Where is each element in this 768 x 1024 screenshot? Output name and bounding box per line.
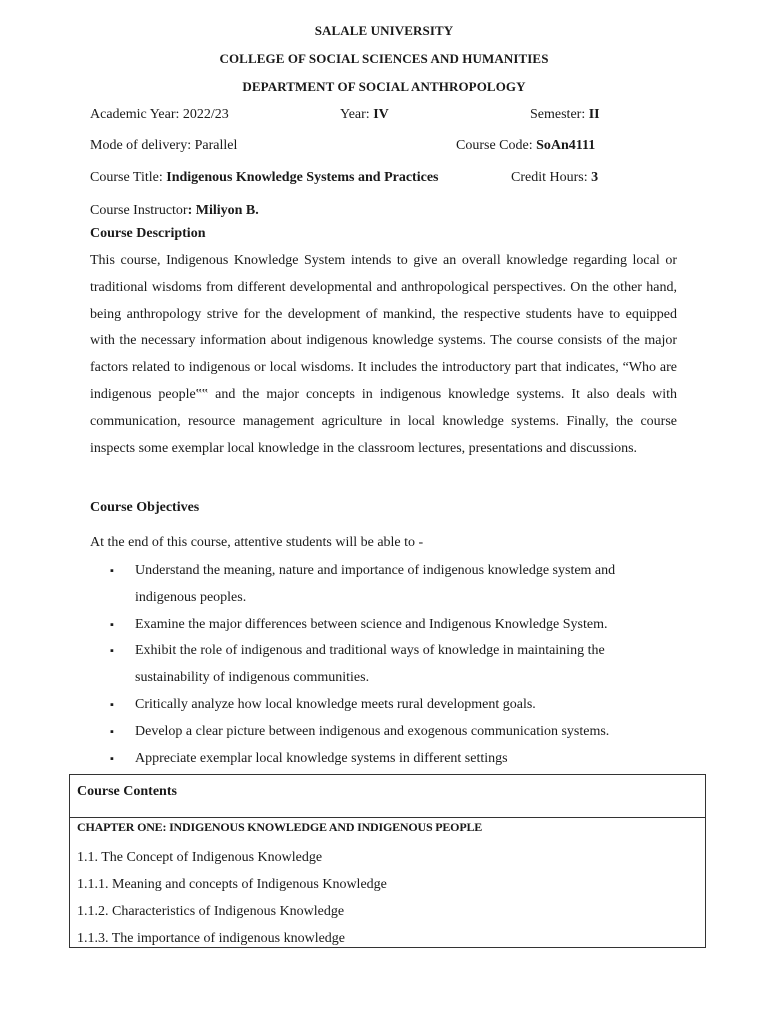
objective-text: Exhibit the role of indigenous and traditional ways of knowledge in maintaining the sustainability of indigenous communities.	[135, 643, 605, 686]
description-heading: Course Description	[90, 226, 206, 241]
objective-item	[110, 638, 670, 692]
objective-item	[110, 719, 670, 746]
instructor-value: : Miliyon B.	[187, 203, 259, 218]
university-name: SALALE UNIVERSITY	[314, 23, 454, 38]
objectives-heading: Course Objectives	[90, 500, 200, 515]
content-row: 1.1.2. Characteristics of Indigenous Knowledge	[77, 904, 345, 919]
objective-item	[110, 692, 670, 719]
chapter-title: CHAPTER ONE: INDIGENOUS KNOWLEDGE AND INDIGENOUS PEOPLE	[77, 820, 483, 834]
semester-label: Semester:	[530, 107, 589, 122]
contents-body	[70, 818, 705, 952]
course-title-field	[90, 170, 438, 186]
content-row: 1.1.3. The importance of indigenous knowledge	[77, 931, 346, 946]
credit-hours-field	[511, 170, 598, 186]
semester-field	[530, 107, 600, 123]
objectives-list	[110, 558, 670, 772]
objective-item	[110, 746, 670, 773]
square-bullet-icon: ▪	[110, 752, 114, 765]
square-bullet-icon: ▪	[110, 645, 114, 658]
academic-year: Academic Year: 2022/23	[90, 107, 229, 122]
course-title-value: Indigenous Knowledge Systems and Practices	[166, 170, 439, 185]
objective-item	[110, 558, 670, 612]
objective-text: Appreciate exemplar local knowledge systems in different settings	[135, 750, 508, 766]
objectives-intro: At the end of this course, attentive students will be able to -	[90, 535, 424, 550]
year-label: Year:	[340, 107, 374, 122]
semester-value: II	[588, 107, 600, 122]
objective-text: Develop a clear picture between indigenous and exogenous communication systems.	[135, 723, 610, 739]
department-name: DEPARTMENT OF SOCIAL ANTHROPOLOGY	[242, 79, 526, 94]
objective-text: Examine the major differences between science and Indigenous Knowledge System.	[135, 616, 608, 632]
square-bullet-icon: ▪	[110, 725, 114, 738]
contents-heading: Course Contents	[70, 775, 705, 818]
course-contents-table	[69, 774, 706, 948]
mode-of-delivery: Mode of delivery: Parallel	[90, 138, 238, 153]
credit-hours-label: Credit Hours:	[511, 170, 592, 185]
description-paragraph: This course, Indigenous Knowledge System intends to give an overall knowledge regarding local or traditional wisdoms from different developmental and anthropological perspectives. On the other hand, being anthropology strive for the development of mankind, the respective students have to equipped with the necessary information about indigenous knowledge systems. The course consists of the major factors related to indigenous or local wisdoms. It includes the introductory part that indicates, “Who are indigenous people‟‟ and the major concepts in indigenous knowledge systems. It also deals with communication, resource management agriculture in local knowledge systems. Finally, the course inspects some exemplar local knowledge in the classroom lectures, presentations and discussions.	[90, 253, 677, 456]
college-name: COLLEGE OF SOCIAL SCIENCES AND HUMANITIES	[219, 51, 549, 66]
square-bullet-icon: ▪	[110, 698, 114, 711]
square-bullet-icon: ▪	[110, 565, 114, 577]
content-row: 1.1. The Concept of Indigenous Knowledge	[77, 850, 323, 865]
objective-item	[110, 612, 670, 639]
content-row: 1.1.1. Meaning and concepts of Indigenous Knowledge	[77, 877, 387, 892]
instructor-label: Course Instructor	[90, 203, 188, 218]
course-title-label: Course Title:	[90, 170, 167, 185]
course-code-field	[456, 138, 595, 154]
credit-hours-value: 3	[591, 170, 599, 185]
year-field	[340, 107, 389, 123]
objective-text: Critically analyze how local knowledge meets rural development goals.	[135, 696, 536, 712]
year-value: IV	[373, 107, 389, 122]
objective-text: Understand the meaning, nature and importance of indigenous knowledge system and indigenous peoples.	[135, 563, 616, 605]
course-code-value: SoAn4111	[536, 138, 596, 153]
course-code-label: Course Code:	[456, 138, 537, 153]
instructor-field	[90, 203, 259, 219]
square-bullet-icon: ▪	[110, 618, 114, 631]
